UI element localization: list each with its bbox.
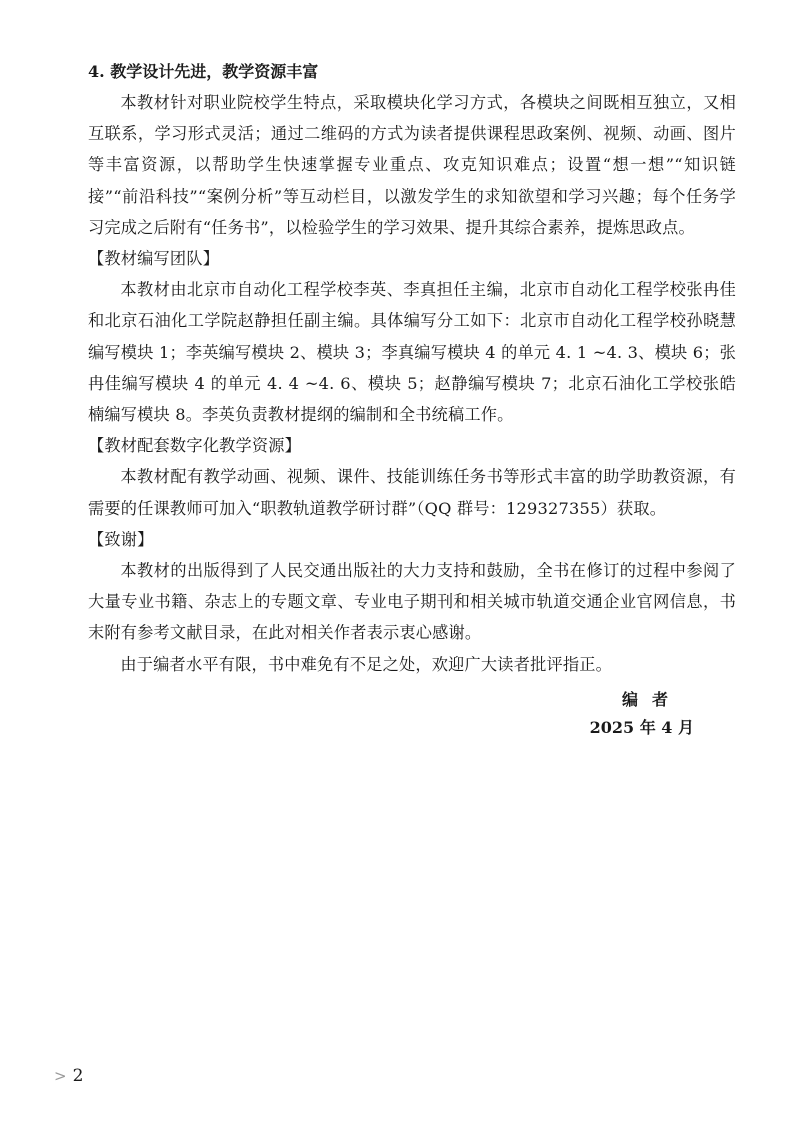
page-number: 2: [72, 1066, 84, 1086]
paragraph-team: 本教材由北京市自动化工程学校李英、李真担任主编，北京市自动化工程学校张冉佳和北京石油化工学院赵静担任副主编。具体编写分工如下：北京市自动化工程学校孙晓慧编写模块 1；李英编写模块 2、模块 3；李真编写模块 4 的单元 4. 1 ~4. 3、模块 6；张冉佳编写模块 4 的单元 4. 4 ~4. 6、模块 5；赵静编写模块 7；北京石油化工学校张皓楠编写模块 8。李英负责教材提纲的编制和全书统稿工作。: [88, 280, 736, 425]
paragraph-resources: 本教材配有教学动画、视频、课件、技能训练任务书等形式丰富的助学助教资源，有需要的任课教师可加入“职教轨道教学研讨群”（QQ 群号：129327355）获取。: [88, 467, 736, 518]
document-body: [88, 56, 736, 680]
section-label-team: 【教材编写团队】: [88, 249, 220, 269]
page-footer: [54, 1066, 83, 1086]
signature-author: 编者: [621, 690, 682, 709]
section-label-resources: 【教材配套数字化教学资源】: [88, 436, 302, 456]
section-heading: 4. 教学设计先进，教学资源丰富: [88, 62, 319, 81]
signature-block: [590, 686, 694, 742]
chevron-right-icon: >: [54, 1067, 67, 1085]
section-label-thanks: 【致谢】: [88, 529, 154, 549]
paragraph-thanks: 本教材的出版得到了人民交通出版社的大力支持和鼓励，全书在修订的过程中参阅了大量专业书籍、杂志上的专题文章、专业电子期刊和相关城市轨道交通企业官网信息，书末附有参考文献目录，在此对相关作者表示衷心感谢。: [88, 561, 736, 643]
signature-date: 2025 年 4 月: [589, 718, 694, 737]
paragraph-teaching-design: 本教材针对职业院校学生特点，采取模块化学习方式，各模块之间既相互独立，又相互联系，学习形式灵活；通过二维码的方式为读者提供课程思政案例、视频、动画、图片等丰富资源，以帮助学生快速掌握专业重点、攻克知识难点；设置“想一想”“知识链接”“前沿科技”“案例分析”等互动栏目，以激发学生的求知欲望和学习兴趣；每个任务学习完成之后附有“任务书”，以检验学生的学习效果、提升其综合素养，提炼思政点。: [88, 93, 736, 237]
paragraph-apology: 由于编者水平有限，书中难免有不足之处，欢迎广大读者批评指正。: [120, 654, 613, 674]
